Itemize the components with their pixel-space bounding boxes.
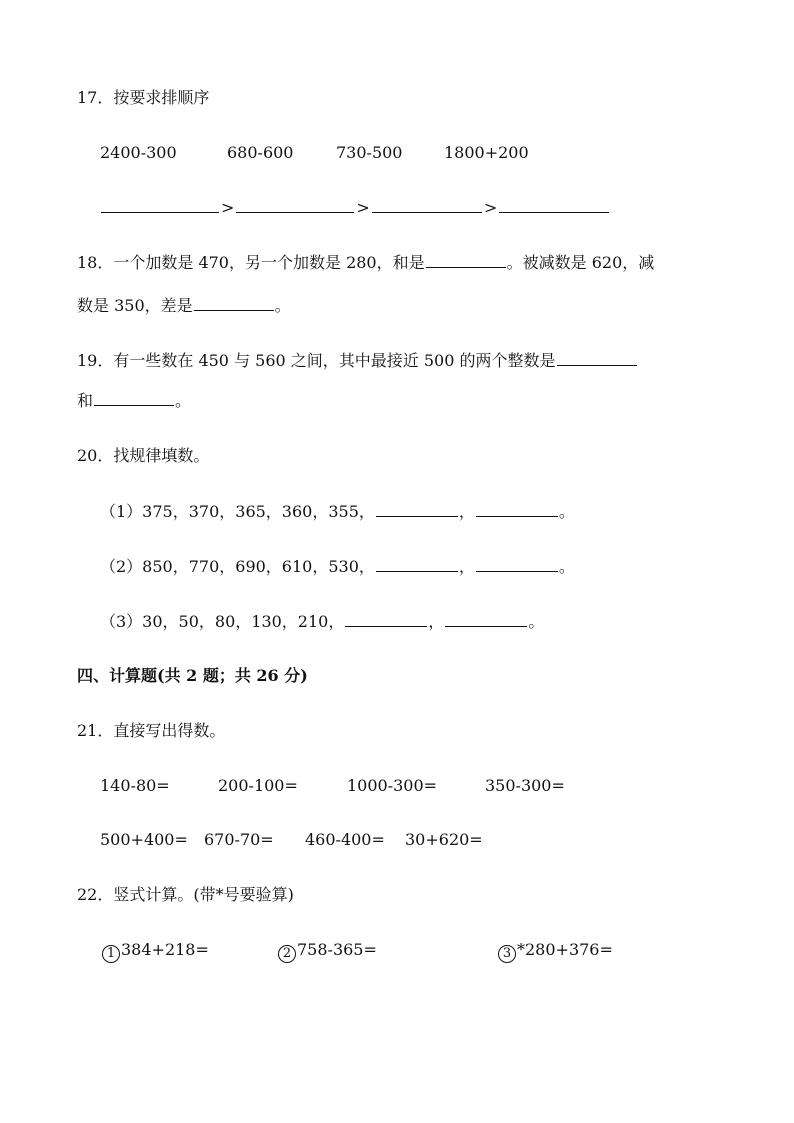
q17-expr-2: 680-600 (227, 143, 294, 162)
q18-text-b: 。被减数是 620，减 (506, 253, 655, 272)
q19-line-2 (77, 391, 191, 411)
q22-expr: 384+218= (121, 940, 209, 959)
q21-expr: 200-100= (218, 776, 298, 795)
answer-blank[interactable] (372, 198, 482, 213)
greater-than-sign: > (356, 198, 370, 217)
q21-expr: 1000-300= (347, 776, 438, 795)
end-mark: 。 (558, 557, 575, 576)
answer-blank[interactable] (376, 557, 458, 572)
section-heading: 四、计算题(共 2 题；共 26 分) (77, 666, 308, 685)
end-mark: 。 (558, 502, 575, 521)
answer-blank[interactable] (101, 198, 219, 213)
answer-blank[interactable] (557, 351, 637, 366)
q19-text-and: 和 (77, 391, 94, 410)
end-mark: 。 (528, 612, 545, 631)
q18-line-1 (77, 253, 654, 273)
q21-expr: 350-300= (485, 776, 565, 795)
separator: ， (428, 612, 445, 631)
q17-expr-1: 2400-300 (100, 143, 177, 162)
sequence-text: （3）30，50，80，130，210， (100, 612, 345, 631)
q22-item-3 (498, 940, 613, 963)
q21-title: 21．直接写出得数。 (77, 721, 226, 740)
q17-ordering-row (100, 198, 610, 218)
q22-expr: *280+376= (517, 940, 613, 959)
q20-title: 20．找规律填数。 (77, 446, 210, 465)
q22-item-2 (278, 940, 377, 963)
q21-expr: 500+400= (100, 830, 188, 849)
q17-expr-3: 730-500 (336, 143, 403, 162)
q18-text-d: 。 (274, 296, 291, 315)
q20-item-3 (100, 612, 544, 632)
q22-expr: 758-365= (297, 940, 377, 959)
q22-title: 22．竖式计算。(带*号要验算) (77, 885, 294, 904)
q22-item-1 (102, 940, 209, 963)
answer-blank[interactable] (194, 296, 274, 311)
separator: ， (458, 557, 475, 576)
q18-text-c: 数是 350，差是 (77, 296, 193, 315)
q21-expr: 460-400= (305, 830, 385, 849)
q17-title: 17．按要求排顺序 (77, 88, 210, 107)
sequence-text: （2）850，770，690，610，530， (100, 557, 375, 576)
circled-number: 1 (102, 945, 120, 963)
circled-number: 3 (498, 945, 516, 963)
q20-item-1 (100, 502, 575, 522)
answer-blank[interactable] (376, 502, 458, 517)
q21-expr: 30+620= (405, 830, 483, 849)
q18-line-2 (77, 296, 291, 316)
q17-expr-4: 1800+200 (444, 143, 529, 162)
answer-blank[interactable] (236, 198, 354, 213)
q18-text-a: 18．一个加数是 470，另一个加数是 280，和是 (77, 253, 425, 272)
circled-number: 2 (278, 945, 296, 963)
separator: ， (458, 502, 475, 521)
sequence-text: （1）375，370，365，360，355， (100, 502, 375, 521)
answer-blank[interactable] (445, 612, 527, 627)
q20-item-2 (100, 557, 575, 577)
q19-text-end: 。 (175, 391, 192, 410)
answer-blank[interactable] (499, 198, 609, 213)
greater-than-sign: > (483, 198, 498, 217)
answer-blank[interactable] (345, 612, 427, 627)
answer-blank[interactable] (476, 557, 558, 572)
answer-blank[interactable] (426, 253, 506, 268)
answer-blank[interactable] (476, 502, 558, 517)
greater-than-sign: > (221, 198, 235, 217)
q21-expr: 140-80= (100, 776, 170, 795)
q19-text: 19．有一些数在 450 与 560 之间，其中最接近 500 的两个整数是 (77, 351, 556, 370)
answer-blank[interactable] (94, 391, 174, 406)
q19-line-1 (77, 351, 638, 371)
q21-expr: 670-70= (204, 830, 274, 849)
